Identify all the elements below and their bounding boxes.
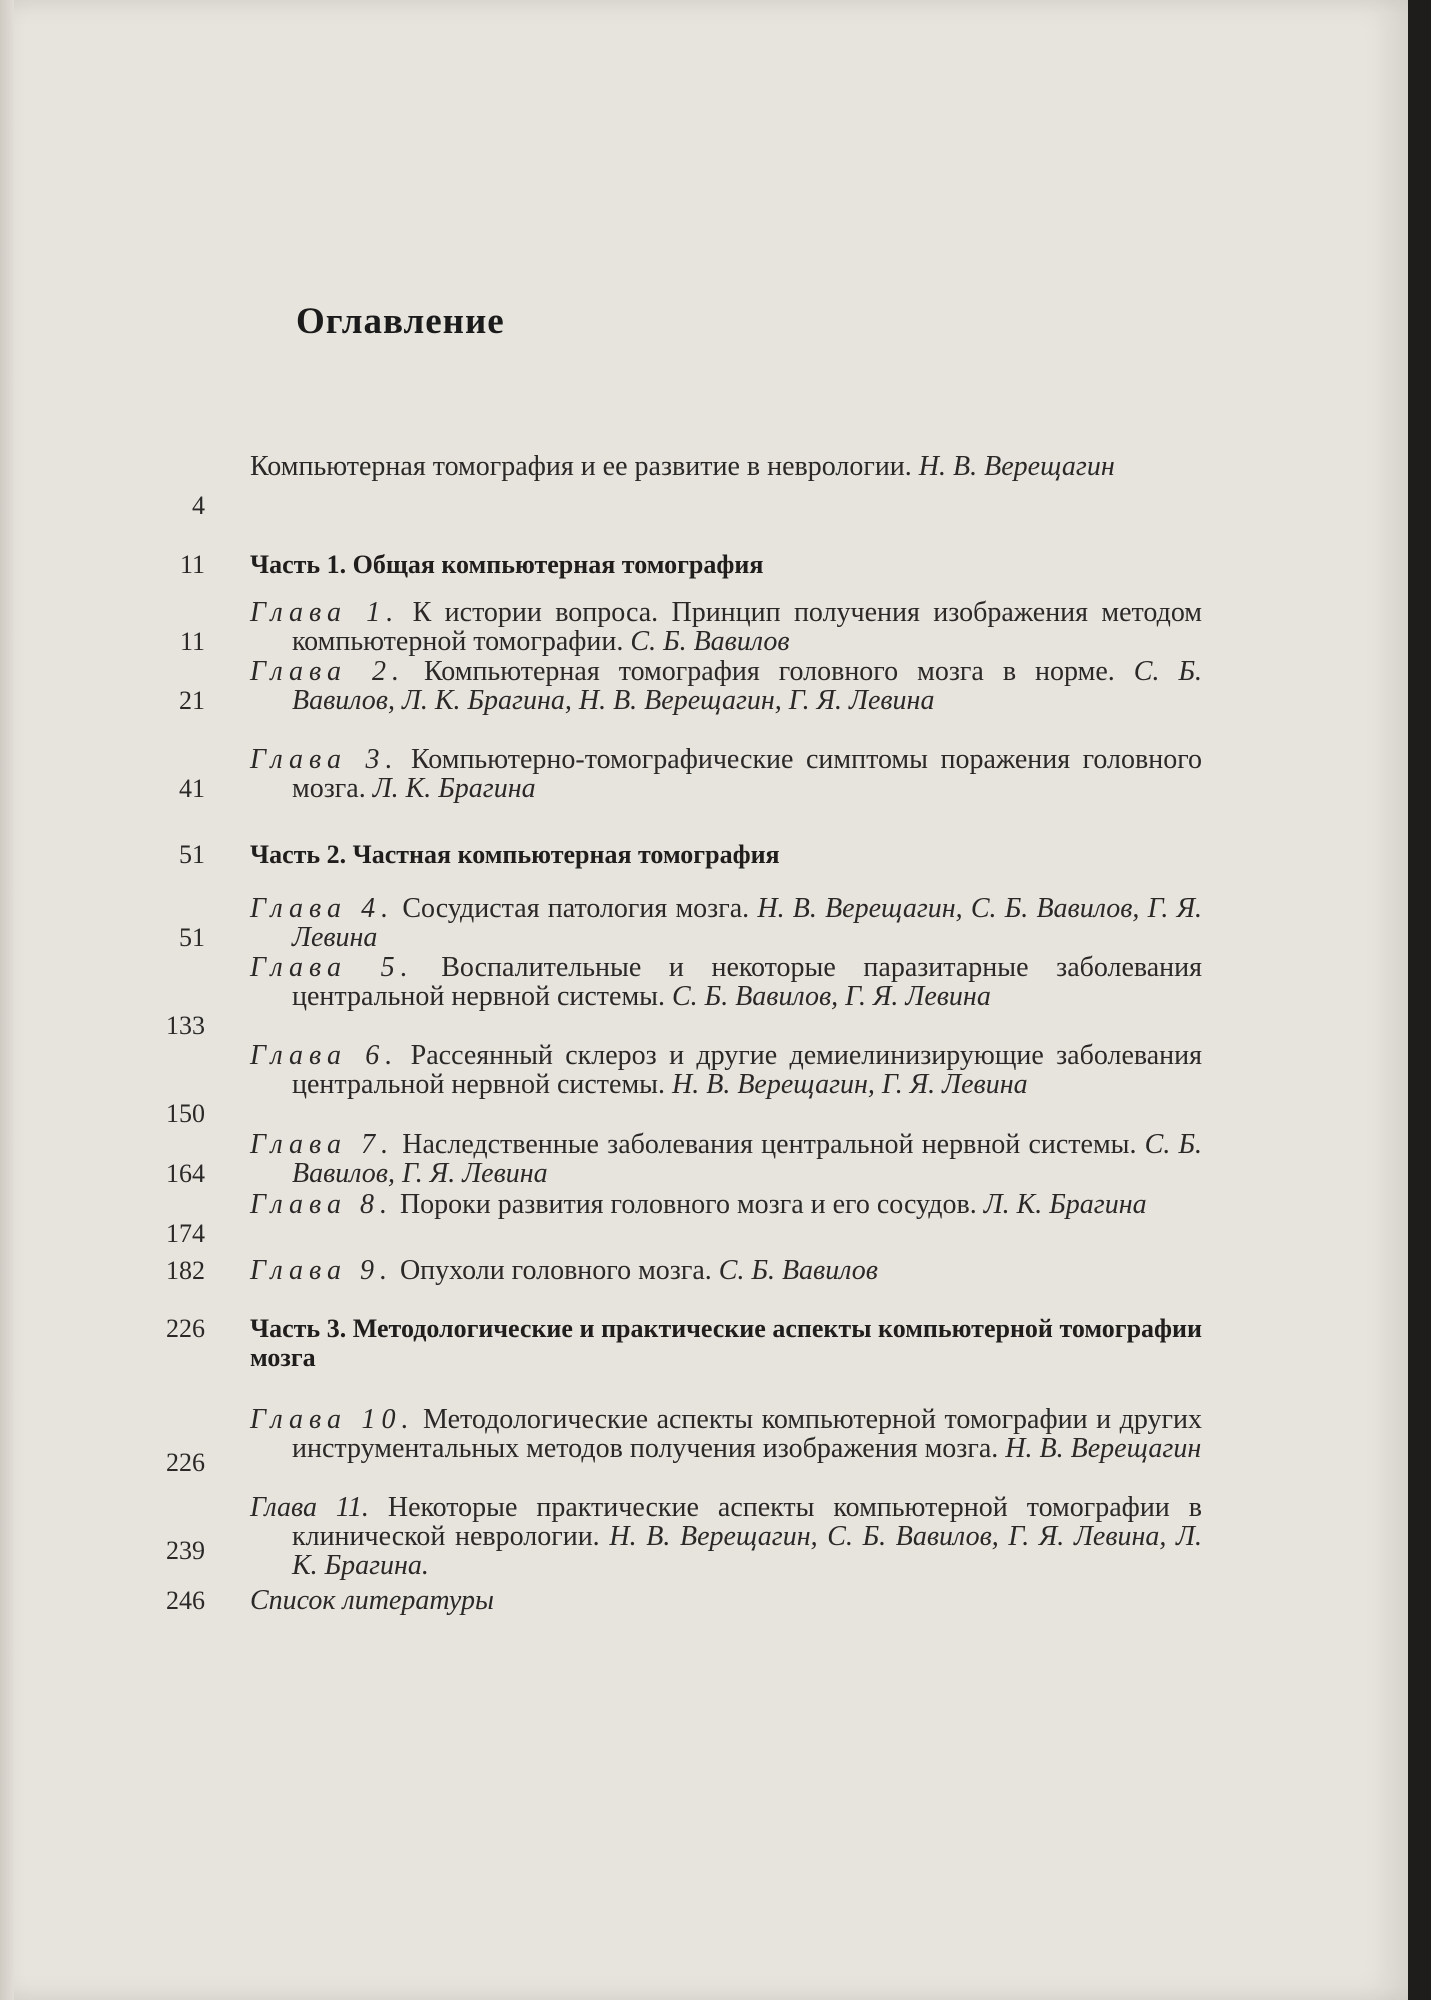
entry-text: Глава 8. Пороки развития головного мозга и его сосудов. Л. К. Брагина bbox=[250, 1189, 1147, 1220]
page-number: 4 bbox=[192, 491, 205, 520]
part-title: Часть 3. Методологические и практические аспекты компьютерной томографии мозга bbox=[250, 1314, 1202, 1372]
entry-text: Компьютерная томография и ее развитие в неврологии. Н. В. Верещагин bbox=[250, 451, 1115, 482]
page-number: 21 bbox=[179, 686, 205, 715]
page-title: Оглавление bbox=[296, 301, 505, 342]
part-title: Часть 1. Общая компьютерная томография bbox=[250, 550, 764, 579]
entry-text: Глава 9. Опухоли головного мозга. С. Б. Вавилов bbox=[250, 1255, 878, 1286]
entry-text: Глава 1. К истории вопроса. Принцип получения изображения методом компьютерной томографии. С. Б. Вавилов bbox=[250, 597, 1203, 657]
page-number: 239 bbox=[166, 1536, 205, 1565]
page-number: 51 bbox=[179, 840, 205, 869]
page-binding-edge bbox=[0, 0, 14, 2000]
page-number: 226 bbox=[166, 1448, 205, 1477]
page-number: 41 bbox=[179, 774, 205, 803]
page-number: 11 bbox=[179, 550, 205, 579]
bleed-through-text bbox=[430, 485, 950, 494]
page-number: 133 bbox=[166, 1011, 205, 1040]
part-title: Часть 2. Частная компьютерная томография bbox=[250, 840, 780, 869]
entry-text: Глава 10. Методологические аспекты компьютерной томографии и других инструментальных методов получения изображения мозга. Н. В. Верещагин bbox=[250, 1404, 1203, 1464]
entry-text: Глава 7. Наследственные заболевания центральной нервной системы. С. Б. Вавилов, Г. Я. Левина bbox=[250, 1129, 1202, 1189]
entry-text: Глава 11. Некоторые практические аспекты компьютерной томографии в клинической неврологии. Н. В. Верещагин, С. Б. Вавилов, Г. Я. Левина, Л. К. Брагина. bbox=[250, 1492, 1203, 1581]
page-number: 174 bbox=[166, 1219, 205, 1248]
entry-text: Глава 4. Сосудистая патология мозга. Н. В. Верещагин, С. Б. Вавилов, Г. Я. Левина bbox=[250, 893, 1203, 953]
page-number: 164 bbox=[166, 1159, 205, 1188]
page-number: 150 bbox=[166, 1099, 205, 1128]
page-number: 11 bbox=[179, 627, 205, 656]
entry-text: Глава 6. Рассеянный склероз и другие демиелинизирующие заболевания центральной нервной системы. Н. В. Верещагин, Г. Я. Левина bbox=[250, 1040, 1203, 1100]
page-number: 246 bbox=[166, 1586, 205, 1615]
entry-text: Глава 2. Компьютерная томография головного мозга в норме. С. Б. Вавилов, Л. К. Брагина, Н. В. Верещагин, Г. Я. Левина bbox=[250, 656, 1202, 716]
page-number: 182 bbox=[166, 1256, 205, 1285]
page-number: 226 bbox=[166, 1314, 205, 1343]
entry-text: Глава 5. Воспалительные и некоторые паразитарные заболевания центральной нервной системы. С. Б. Вавилов, Г. Я. Левина bbox=[250, 952, 1203, 1012]
entry-text: Глава 3. Компьютерно-томографические симптомы поражения головного мозга. Л. К. Брагина bbox=[250, 744, 1203, 804]
page-number: 51 bbox=[179, 923, 205, 952]
entry-text: Список литературы bbox=[250, 1585, 494, 1616]
